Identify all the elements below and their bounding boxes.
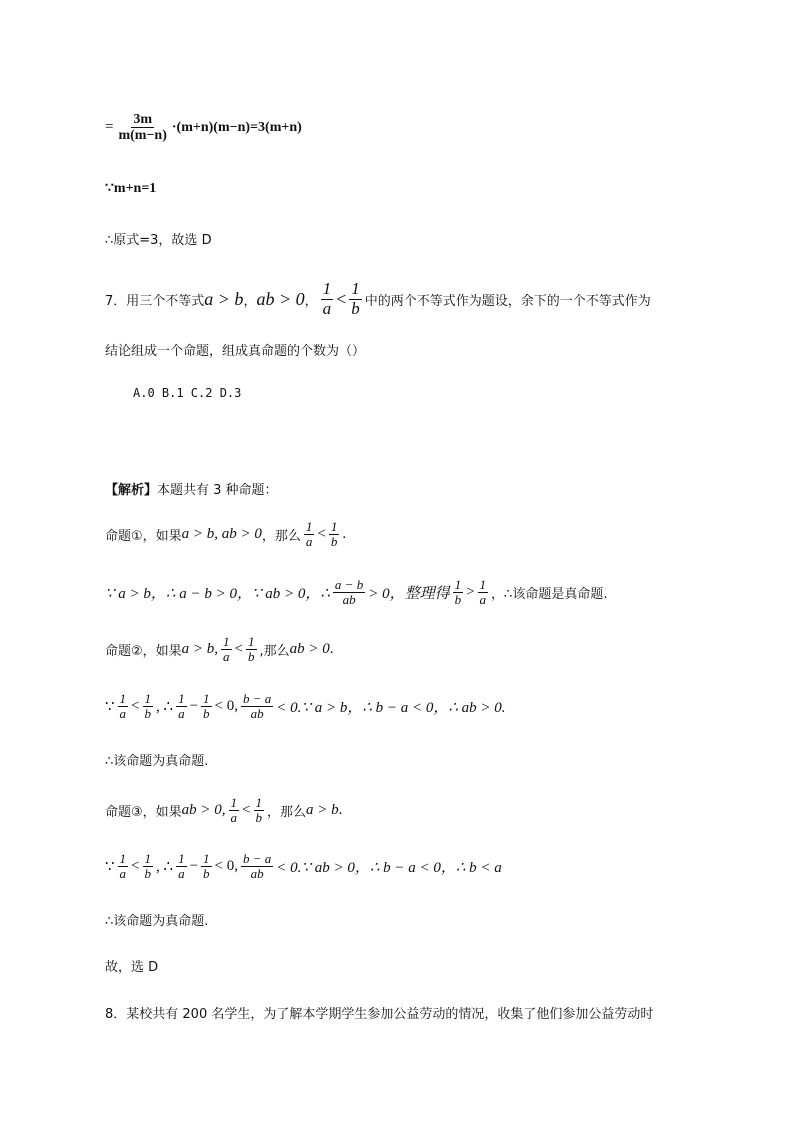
fraction-numerator: 1: [454, 577, 462, 592]
fraction-numerator: 1: [255, 795, 262, 810]
fraction-3m: [116, 112, 168, 144]
p3-fraction-1: [229, 796, 240, 826]
fraction-denominator: b: [454, 592, 462, 608]
fraction-numerator: 1: [144, 691, 152, 706]
fraction-denominator: m(m−n): [118, 128, 167, 144]
equation-line-2: ∵m+n=1: [105, 181, 157, 196]
q7-suffix: 中的两个不等式作为题设，余下的一个不等式作为: [364, 293, 651, 309]
fraction-denominator: a: [178, 706, 185, 722]
fraction-numerator: 1: [119, 691, 127, 706]
p3-then: ，那么: [267, 805, 307, 821]
p2s-therefore: , ∴: [156, 699, 174, 716]
fraction-numerator: b − a: [243, 851, 272, 866]
p3s-therefore: , ∴: [156, 859, 174, 876]
fraction-numerator: 1: [322, 279, 332, 298]
fraction-numerator: 1: [305, 519, 313, 534]
p3s-less-than: <: [131, 858, 140, 875]
q7-fraction-1: [321, 280, 334, 318]
p2s-frac-b1: [176, 692, 187, 722]
p2-then: ,那么: [259, 644, 290, 660]
p2-period: .: [329, 641, 334, 658]
p3-period: .: [338, 802, 343, 819]
p2-fraction-2: [246, 635, 257, 665]
q7-less-than: <: [336, 288, 347, 309]
p1s-part-1: ∵ a > b，∴ a − b > 0，∵ ab > 0，∴: [105, 586, 330, 603]
q7-inequality-1: a > b: [204, 288, 244, 309]
fraction-denominator: b: [255, 810, 262, 826]
fraction-denominator: ab: [250, 706, 264, 722]
fraction-numerator: 1: [203, 851, 210, 866]
q7-fraction-2: [349, 280, 362, 318]
q7-sep-1: ，: [243, 293, 257, 309]
question-8-line-1: 8．某校共有 200 名学生，为了解本学期学生参加公益劳动的情况，收集了他们参加公益劳动时: [105, 1007, 654, 1022]
fraction-numerator: 1: [479, 577, 487, 592]
fraction-denominator: a: [322, 298, 332, 318]
fraction-denominator: b: [144, 866, 152, 882]
fraction-numerator: 1: [203, 691, 210, 706]
p3-condition: ab > 0,: [181, 802, 226, 819]
fraction-denominator: a: [479, 592, 487, 608]
fraction-denominator: a: [178, 866, 185, 882]
p3s-part-2: < 0,: [214, 858, 238, 875]
p2s-less-than: <: [131, 698, 140, 715]
equation-line-1: [105, 112, 302, 144]
fraction-numerator: 1: [178, 691, 185, 706]
p1s-fraction-a: [478, 578, 489, 608]
p2s-frac-b2: [201, 692, 212, 722]
p3s-minus: −: [189, 858, 199, 875]
conclusion-line: ∴原式=3，故选 D: [105, 233, 212, 248]
p3s-frac-a1: [118, 852, 129, 882]
p3-conclusion: a > b: [306, 802, 339, 819]
p1-label: 命题①，如果: [105, 529, 182, 545]
p3s-frac-b1: [176, 852, 187, 882]
question-7-line-2: 结论组成一个命题，组成真命题的个数为（）: [105, 344, 366, 359]
proposition-3-conclusion: ∴该命题为真命题.: [105, 914, 209, 929]
fraction-numerator: 1: [223, 634, 230, 649]
proposition-3-solution: [105, 852, 502, 882]
p3s-part-3: < 0.∵ ab > 0，∴ b − a < 0，∴ b < a: [276, 860, 502, 877]
fraction-denominator: b: [351, 298, 360, 318]
p2-label: 命题②，如果: [105, 644, 182, 660]
fraction-denominator: b: [203, 866, 210, 882]
question-7-line-1: [105, 280, 651, 318]
fraction-numerator: 1: [248, 634, 255, 649]
p3-label: 命题③，如果: [105, 805, 182, 821]
p2s-part-3: < 0.∵ a > b，∴ b − a < 0，∴ ab > 0.: [276, 700, 506, 717]
fraction-numerator: 1: [144, 851, 152, 866]
p2s-minus: −: [189, 698, 199, 715]
fraction-numerator: 1: [351, 279, 360, 298]
p3s-frac-c: [241, 852, 273, 882]
q7-inequality-2: ab > 0: [256, 288, 305, 309]
p2-fraction-1: [221, 635, 232, 665]
q7-sep-2: ，: [304, 293, 318, 309]
proposition-2-conclusion: ∴该命题为真命题.: [105, 754, 209, 769]
analysis-tag: 【解析】: [105, 483, 158, 498]
p1-period: .: [342, 526, 347, 543]
fraction-denominator: b: [144, 706, 152, 722]
equation-rest: ·(m+n)(m−n)=3(m+n): [171, 119, 302, 135]
q7-prefix: 7．用三个不等式: [105, 293, 205, 309]
p3-fraction-2: [254, 796, 265, 826]
p1-fraction-1: [304, 520, 315, 550]
p2-conclusion: ab > 0: [289, 641, 330, 658]
fraction-numerator: 1: [230, 795, 238, 810]
p1s-fraction-b: [453, 578, 464, 608]
p1s-part-3: ，∴该命题是真命题.: [491, 587, 608, 603]
p3s-frac-a2: [143, 852, 154, 882]
fraction-numerator: 1: [119, 851, 127, 866]
p1-fraction-2: [329, 520, 340, 550]
fraction-denominator: a: [223, 649, 230, 665]
proposition-2-solution: [105, 692, 506, 722]
proposition-2: [105, 635, 334, 665]
p3s-frac-b2: [201, 852, 212, 882]
p1-then: ，那么: [261, 529, 301, 545]
fraction-numerator: 1: [178, 851, 185, 866]
analysis-text: 本题共有 3 种命题：: [157, 483, 278, 498]
fraction-denominator: b: [330, 534, 338, 550]
p2s-frac-c: [241, 692, 273, 722]
fraction-denominator: a: [230, 810, 238, 826]
fraction-numerator: a − b: [334, 577, 364, 592]
p1-less-than: <: [317, 526, 326, 543]
proposition-1-solution: [105, 578, 607, 608]
proposition-3: [105, 796, 342, 826]
fraction-denominator: b: [248, 649, 255, 665]
p2s-frac-a1: [118, 692, 129, 722]
question-7-options: A.0 B.1 C.2 D.3: [133, 386, 242, 400]
fraction-numerator: 3m: [133, 112, 153, 127]
p2-less-than: <: [234, 641, 243, 658]
fraction-denominator: ab: [250, 866, 264, 882]
p3-less-than: <: [242, 802, 251, 819]
p2s-part-2: < 0,: [214, 698, 238, 715]
fraction-denominator: b: [203, 706, 210, 722]
fraction-denominator: a: [119, 706, 127, 722]
answer-line: 故，选 D: [105, 960, 159, 975]
p1s-greater-than: >: [466, 584, 475, 601]
p2-condition: a > b,: [181, 641, 219, 658]
because-symbol: ∵: [105, 859, 115, 876]
fraction-numerator: 1: [330, 519, 338, 534]
fraction-denominator: a: [119, 866, 127, 882]
proposition-1: [105, 520, 346, 550]
p1s-part-2: > 0，整理得: [368, 586, 450, 603]
fraction-numerator: b − a: [243, 691, 272, 706]
p2s-frac-a2: [143, 692, 154, 722]
fraction-denominator: ab: [342, 592, 356, 608]
p1s-fraction: [333, 578, 365, 608]
equals-sign: =: [105, 119, 114, 136]
p1-condition: a > b, ab > 0: [181, 526, 262, 543]
analysis-header: [105, 479, 278, 498]
because-symbol: ∵: [105, 699, 115, 716]
fraction-denominator: a: [305, 534, 313, 550]
